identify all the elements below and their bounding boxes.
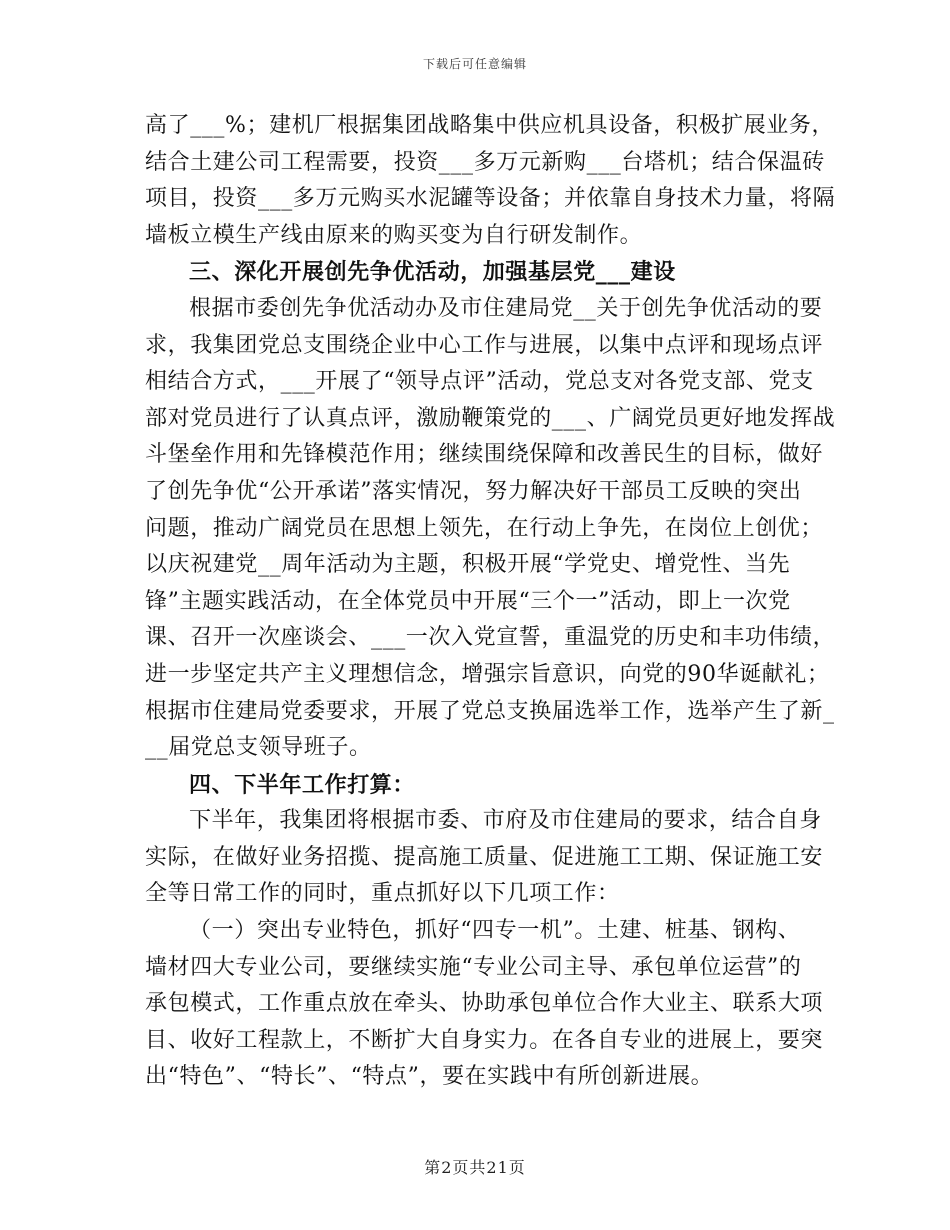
text-line: 全等日常工作的同时，重点抓好以下几项工作： [145, 881, 620, 907]
text-line: 承包模式，工作重点放在牵头、协助承包单位合作大业主、联系大项 [145, 991, 824, 1017]
text-line: 求，我集团党总支围绕企业中心工作与进展，以集中点评和现场点评 [145, 332, 824, 358]
text-line: 课、召开一次座谈会、___一次入党宣誓，重温党的历史和丰功伟绩， [145, 625, 836, 651]
text-line: 锋”主题实践活动，在全体党员中开展“三个一”活动，即上一次党 [145, 588, 791, 614]
text-line: 出“特色”、“特长”、“特点”，要在实践中有所创新进展。 [145, 1064, 714, 1090]
document-body [145, 108, 836, 1096]
text-line: 部对党员进行了认真点评，激励鞭策党的___、广阔党员更好地发挥战 [145, 405, 836, 431]
text-line: 斗堡垒作用和先锋模范作用；继续围绕保障和改善民生的目标，做好 [145, 442, 824, 468]
text-line: 实际，在做好业务招揽、提高施工质量、促进施工工期、保证施工安 [145, 844, 824, 870]
text-line: 墙材四大专业公司，要继续实施“专业公司主导、承包单位运营”的 [145, 954, 802, 980]
text-line: 高了___%；建机厂根据集团战略集中供应机具设备，积极扩展业务， [145, 113, 835, 138]
text-line: 下半年，我集团将根据市委、市府及市住建局的要求，结合自身 [189, 808, 822, 834]
section-heading: 四、下半年工作打算： [189, 771, 416, 798]
text-line: 根据市住建局党委要求，开展了党总支换届选举工作，选举产生了新_ [145, 698, 835, 724]
text-line: 项目，投资___多万元购买水泥罐等设备；并依靠自身技术力量，将隔 [145, 186, 836, 212]
text-line: （一）突出专业特色，抓好“四专一机”。土建、桩基、钢构、 [189, 918, 801, 944]
section-heading: 三、深化开展创先争优活动，加强基层党___建设 [189, 259, 676, 286]
text-line: 墙板立模生产线由原来的购买变为自行研发制作。 [145, 222, 643, 248]
text-line: __届党总支领导班子。 [145, 735, 372, 761]
text-line: 了创先争优“公开承诺”落实情况，努力解决好干部员工反映的突出 [145, 478, 802, 504]
text-line: 进一步坚定共产主义理想信念，增强宗旨意识，向党的90华诞献礼； [145, 661, 830, 687]
page-header-note: 下载后可任意编辑 [422, 57, 527, 71]
text-line: 相结合方式，___开展了“领导点评”活动，党总支对各党支部、党支 [145, 369, 814, 395]
text-line: 目、收好工程款上，不断扩大自身实力。在各自专业的进展上，要突 [145, 1027, 824, 1053]
text-line: 以庆祝建党__周年活动为主题，积极开展“学党史、增党性、当先 [145, 552, 791, 578]
page-footer: 第2页共21页 [424, 1158, 526, 1177]
text-line: 问题，推动广阔党员在思想上领先，在行动上争先，在岗位上创优； [145, 515, 824, 541]
text-line: 根据市委创先争优活动办及市住建局党__关于创先争优活动的要 [189, 295, 823, 321]
text-line: 结合土建公司工程需要，投资___多万元新购___台塔机；结合保温砖 [145, 149, 825, 175]
